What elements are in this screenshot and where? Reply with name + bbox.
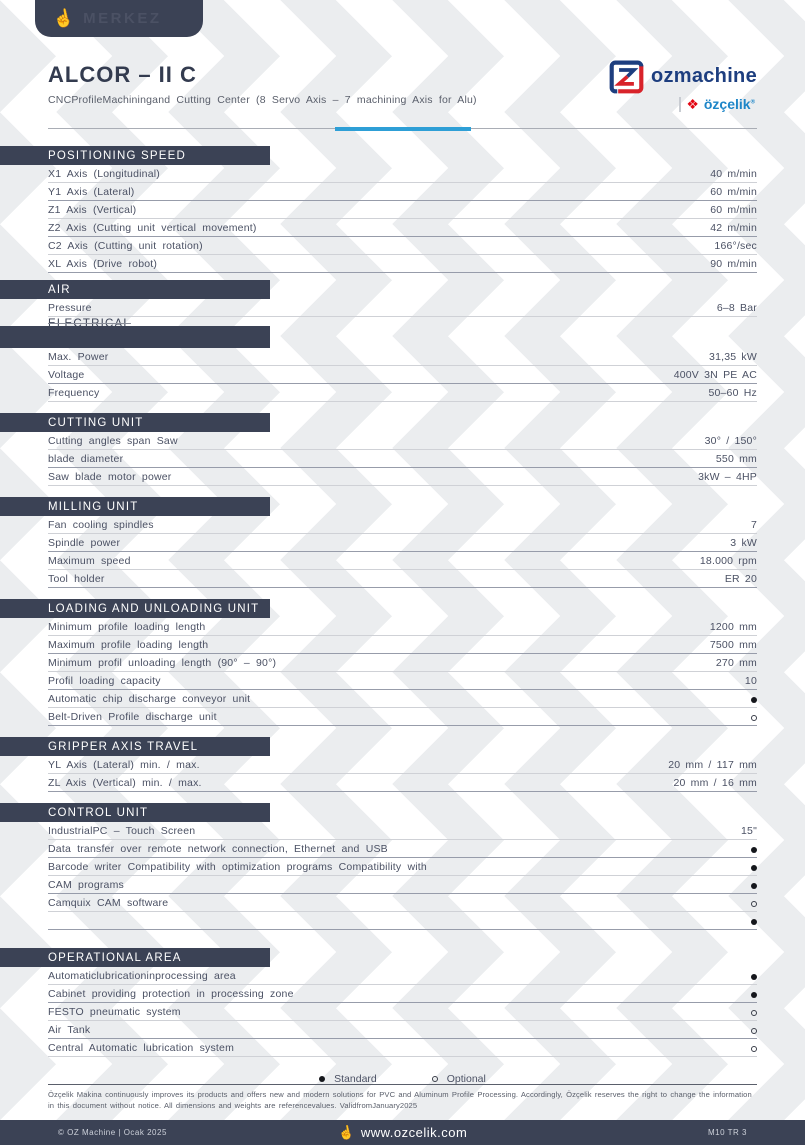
spec-row: [48, 219, 757, 237]
page-header: [48, 62, 757, 112]
spec-row: [48, 967, 757, 985]
spec-row: [48, 570, 757, 588]
spec-row: [48, 366, 757, 384]
spec-value: 50–60 Hz: [708, 387, 757, 399]
spec-label: Pressure: [48, 302, 92, 314]
spec-label: Data transfer over remote network connection, Ethernet and USB: [48, 843, 388, 855]
document-version: M10 TR 3: [708, 1128, 747, 1137]
section-header: [0, 318, 270, 348]
spec-row: [48, 468, 757, 486]
spec-value: 400V 3N PE AC: [673, 369, 757, 381]
spec-row: [48, 1039, 757, 1057]
spec-label: Voltage: [48, 369, 85, 381]
hand-click-icon: ☝: [51, 7, 76, 30]
spec-label: Cutting angles span Saw: [48, 435, 178, 447]
website-link[interactable]: www.ozcelik.com: [360, 1125, 468, 1140]
spec-value: 1200 mm: [709, 621, 757, 633]
section-title: OPERATIONAL AREA: [48, 951, 182, 964]
availability-dot: [751, 865, 757, 871]
section-header: [0, 948, 270, 967]
section-header: [0, 497, 270, 516]
spec-label: YL Axis (Lateral) min. / max.: [48, 759, 200, 771]
section-gripper-axis-travel: [0, 737, 805, 792]
spec-row: [48, 822, 757, 840]
spec-row: [48, 672, 757, 690]
spec-label: IndustrialPC – Touch Screen: [48, 825, 196, 837]
availability-dot: [751, 1028, 757, 1034]
badge-label: MERKEZ: [83, 10, 162, 27]
registered-mark: ®: [750, 99, 755, 106]
spec-row: [48, 774, 757, 792]
spec-row: [48, 534, 757, 552]
spec-value: 90 m/min: [710, 258, 757, 270]
section-title: CONTROL UNIT: [48, 806, 149, 819]
spec-label: X1 Axis (Longitudinal): [48, 168, 160, 180]
section-title: GRIPPER AXIS TRAVEL: [48, 740, 199, 753]
spec-row: [48, 858, 757, 876]
section-title: AIR: [48, 283, 71, 296]
spec-value: 31,35 kW: [709, 351, 757, 363]
spec-row: [48, 840, 757, 858]
spec-value: 166°/sec: [714, 240, 757, 252]
spec-value: 40 m/min: [710, 168, 757, 180]
section-milling-unit: [0, 497, 805, 588]
spec-label: Minimum profil unloading length (90° – 90°): [48, 657, 277, 669]
spec-label: Air Tank: [48, 1024, 91, 1036]
brand-block: [608, 58, 757, 112]
brand-divider: [679, 97, 681, 112]
title-block: [48, 62, 477, 106]
footer-bar: [0, 1120, 805, 1145]
spec-value: 3 kW: [730, 537, 757, 549]
availability-dot: [751, 883, 757, 889]
spec-label: Automaticlubricationinprocessing area: [48, 970, 236, 982]
spec-label: Maximum profile loading length: [48, 639, 209, 651]
section-title: ELECTRICAL: [48, 318, 131, 330]
spec-row: [48, 985, 757, 1003]
spec-value: 10: [744, 675, 757, 687]
spec-label: Maximum speed: [48, 555, 131, 567]
spec-value: 60 m/min: [710, 186, 757, 198]
spec-label: Spindle power: [48, 537, 121, 549]
spec-row: [48, 384, 757, 402]
spec-value: 270 mm: [715, 657, 757, 669]
spec-label: Fan cooling spindles: [48, 519, 154, 531]
spec-label: ZL Axis (Vertical) min. / max.: [48, 777, 202, 789]
section-control-unit: [0, 803, 805, 930]
spec-row: [48, 201, 757, 219]
section-title: POSITIONING SPEED: [48, 149, 186, 162]
spec-value: 20 mm / 117 mm: [668, 759, 757, 771]
spec-label: blade diameter: [48, 453, 124, 465]
spec-value: 3kW – 4HP: [698, 471, 757, 483]
hand-click-icon: ☝: [336, 1122, 356, 1142]
spec-value: 18.000 rpm: [699, 555, 757, 567]
spec-label: Max. Power: [48, 351, 109, 363]
spec-label: Z1 Axis (Vertical): [48, 204, 137, 216]
section-title: MILLING UNIT: [48, 500, 139, 513]
spec-label: Profil loading capacity: [48, 675, 161, 687]
spec-label: C2 Axis (Cutting unit rotation): [48, 240, 203, 252]
spec-row: [48, 756, 757, 774]
section-header: [0, 599, 270, 618]
spec-row: [48, 1003, 757, 1021]
ozmachine-logo-icon: [608, 58, 645, 95]
spec-value: 7500 mm: [709, 639, 757, 651]
section-cutting-unit: [0, 413, 805, 486]
spec-label: FESTO pneumatic system: [48, 1006, 181, 1018]
spec-label: Y1 Axis (Lateral): [48, 186, 135, 198]
availability-dot: [751, 919, 757, 925]
spec-label: Barcode writer Compatibility with optimization programs Compatibility with: [48, 861, 427, 873]
availability-dot: [751, 715, 757, 721]
page-title: ALCOR – II C: [48, 62, 197, 87]
copyright-text: © OZ Machine | Ocak 2025: [58, 1128, 167, 1137]
availability-dot: [751, 974, 757, 980]
sub-brand-name: özçelik®: [703, 96, 755, 112]
section-header: [0, 803, 270, 822]
section-header: [0, 413, 270, 432]
spec-value: ER 20: [724, 573, 757, 585]
spec-row: [48, 255, 757, 273]
legend-standard-label: Standard: [334, 1073, 377, 1085]
section-title: CUTTING UNIT: [48, 416, 144, 429]
section-operational-area: [0, 948, 805, 1057]
section-header: [0, 280, 270, 299]
footer-website: [336, 1122, 468, 1142]
section-title: LOADING AND UNLOADING UNIT: [48, 602, 260, 615]
section-air: [0, 280, 805, 317]
spec-row: [48, 912, 757, 930]
spec-label: Camquix CAM software: [48, 897, 169, 909]
section-positioning-speed: [0, 146, 805, 273]
spec-row: [48, 1021, 757, 1039]
spec-label: Frequency: [48, 387, 100, 399]
spec-value: 15": [740, 825, 757, 837]
spec-label: Saw blade motor power: [48, 471, 172, 483]
standard-dot-icon: [319, 1076, 325, 1082]
spec-row: [48, 432, 757, 450]
legend-optional-label: Optional: [446, 1073, 486, 1085]
availability-dot: [751, 901, 757, 907]
spec-value: 7: [750, 519, 757, 531]
spec-row: [48, 894, 757, 912]
ozcelik-logo-icon: ❖: [686, 96, 699, 112]
disclaimer-text: Özçelik Makina continuously improves its products and offers new and modern solutions for PVC and Aluminum Profile Processing. Accordingly, Özçelik reserves the right to change the information in this document without notice. All dimensions and weights are referencevalues. ValidfromJanuary2025: [48, 1084, 757, 1111]
spec-label: XL Axis (Drive robot): [48, 258, 158, 270]
spec-row: [48, 165, 757, 183]
spec-row: [48, 348, 757, 366]
spec-row: [48, 450, 757, 468]
merkez-badge: [35, 0, 203, 37]
spec-label: Belt-Driven Profile discharge unit: [48, 711, 217, 723]
spec-row: [48, 654, 757, 672]
spec-label: Cabinet providing protection in processing zone: [48, 988, 294, 1000]
spec-label: Automatic chip discharge conveyor unit: [48, 693, 251, 705]
spec-row: [48, 516, 757, 534]
section-header: [0, 146, 270, 165]
spec-value: 6–8 Bar: [716, 302, 757, 314]
optional-dot-icon: [432, 1076, 438, 1082]
availability-dot: [751, 697, 757, 703]
divider-accent: [335, 127, 471, 131]
spec-row: [48, 618, 757, 636]
page-subtitle: CNCProfileMachiningand Cutting Center (8 Servo Axis – 7 machining Axis for Alu): [48, 94, 477, 106]
spec-value: 30° / 150°: [704, 435, 757, 447]
spec-row: [48, 636, 757, 654]
section-electrical: [0, 318, 805, 402]
availability-dot: [751, 847, 757, 853]
spec-label: Tool holder: [48, 573, 105, 585]
availability-dot: [751, 1046, 757, 1052]
spec-row: [48, 552, 757, 570]
spec-value: 20 mm / 16 mm: [673, 777, 757, 789]
spec-value: 42 m/min: [710, 222, 757, 234]
spec-row: [48, 690, 757, 708]
spec-label: Minimum profile loading length: [48, 621, 206, 633]
spec-value: 550 mm: [715, 453, 757, 465]
spec-label: CAM programs: [48, 879, 124, 891]
availability-dot: [751, 992, 757, 998]
section-header: [0, 737, 270, 756]
availability-dot: [751, 1010, 757, 1016]
spec-row: [48, 183, 757, 201]
header-divider: [48, 126, 757, 131]
spec-row: [48, 237, 757, 255]
spec-row: [48, 876, 757, 894]
spec-row: [48, 708, 757, 726]
spec-row: [48, 299, 757, 317]
spec-value: 60 m/min: [710, 204, 757, 216]
spec-label: Central Automatic lubrication system: [48, 1042, 235, 1054]
brand-name: ozmachine: [650, 65, 757, 87]
section-loading-unloading: [0, 599, 805, 726]
spec-label: Z2 Axis (Cutting unit vertical movement): [48, 222, 257, 234]
